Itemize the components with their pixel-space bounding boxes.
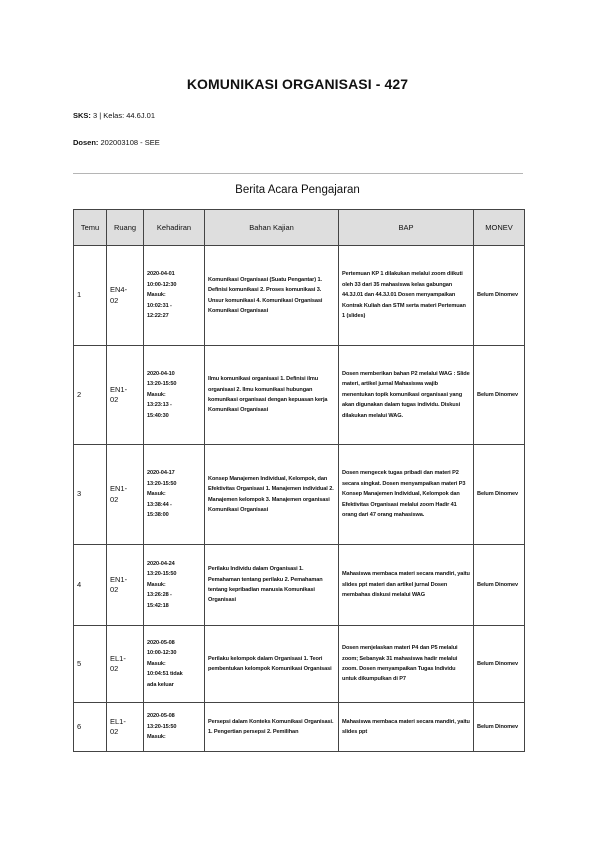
cell-monev: Belum Dinomev bbox=[474, 703, 525, 752]
cell-monev: Belum Dinomev bbox=[474, 626, 525, 703]
cell-bap: Pertemuan KP 1 dilakukan melalui zoom diikuti oleh 33 dari 35 mahasiswa kelas gabungan 44.3J.01 dan 44.3J.01 Dosen menyampaikan Kontrak Kuliah dan STM serta materi Pertemuan 1 (slides) bbox=[339, 246, 474, 346]
dosen-value: 202003108 - SEE bbox=[100, 138, 160, 147]
cell-bap: Dosen mengecek tugas pribadi dan materi P2 secara singkat. Dosen menyampaikan materi P3 Konsep Manajemen Individual, Kelompok dan Efektivitas Organisasi melalui zoom Hadir 41 orang dari 47 orang mahasiswa. bbox=[339, 445, 474, 545]
table-row bbox=[74, 246, 525, 346]
sks-kelas-value: 3 | Kelas: 44.6J.01 bbox=[93, 111, 156, 120]
cell-monev: Belum Dinomev bbox=[474, 346, 525, 445]
cell-bahan-kajian: Persepsi dalam Konteks Komunikasi Organisasi. 1. Pengertian persepsi 2. Pemilihan bbox=[205, 703, 339, 752]
cell-temu: 1 bbox=[74, 246, 107, 346]
dosen-label: Dosen: bbox=[73, 138, 99, 147]
header-ruang: Ruang bbox=[107, 210, 144, 246]
header-temu: Temu bbox=[74, 210, 107, 246]
cell-kehadiran: 2020-05-08 13:20-15:50 Masuk: bbox=[144, 703, 205, 752]
cell-ruang: EL1- 02 bbox=[107, 626, 144, 703]
table-header-row bbox=[74, 210, 525, 246]
cell-kehadiran: 2020-05-08 10:00-12:30 Masuk: 10:04:51 tidak ada keluar bbox=[144, 626, 205, 703]
cell-ruang: EL1- 02 bbox=[107, 703, 144, 752]
cell-bahan-kajian: Perilaku kelompok dalam Organisasi 1. Teori pembentukan kelompok Komunikasi Organisasi bbox=[205, 626, 339, 703]
cell-monev: Belum Dinomev bbox=[474, 545, 525, 626]
header-bahan-kajian: Bahan Kajian bbox=[205, 210, 339, 246]
cell-bahan-kajian: Komunikasi Organisasi (Suatu Pengantar) 1. Definisi komunikasi 2. Proses komunikasi 3. Unsur komunikasi 4. Komunikasi Organisasi Komunikasi Organisasi bbox=[205, 246, 339, 346]
table-row bbox=[74, 626, 525, 703]
sks-kelas-line bbox=[73, 111, 155, 120]
table-row bbox=[74, 346, 525, 445]
cell-ruang: EN1- 02 bbox=[107, 346, 144, 445]
cell-ruang: EN1- 02 bbox=[107, 445, 144, 545]
cell-kehadiran: 2020-04-24 13:20-15:50 Masuk: 13:26:28 - 15:42:18 bbox=[144, 545, 205, 626]
cell-ruang: EN4- 02 bbox=[107, 246, 144, 346]
cell-bahan-kajian: Perilaku Individu dalam Organisasi 1. Pemahaman tentang perilaku 2. Pemahaman tentang kepribadian manusia Komunikasi Organisasi bbox=[205, 545, 339, 626]
page-title: KOMUNIKASI ORGANISASI - 427 bbox=[186, 76, 409, 92]
cell-monev: Belum Dinomev bbox=[474, 445, 525, 545]
cell-temu: 5 bbox=[74, 626, 107, 703]
cell-bap: Mahasiswa membaca materi secara mandiri, yaitu slides ppt bbox=[339, 703, 474, 752]
cell-bahan-kajian: Ilmu komunikasi organisasi 1. Definisi ilmu organisasi 2. Ilmu komunikasi hubungan komunikasi organisasi dengan kepuasan kerja Komunikasi Organisasi bbox=[205, 346, 339, 445]
cell-monev: Belum Dinomev bbox=[474, 246, 525, 346]
table-row bbox=[74, 545, 525, 626]
cell-ruang: EN1- 02 bbox=[107, 545, 144, 626]
table-row bbox=[74, 445, 525, 545]
cell-kehadiran: 2020-04-01 10:00-12:30 Masuk: 10:02:31 - 12:22:27 bbox=[144, 246, 205, 346]
header-bap: BAP bbox=[339, 210, 474, 246]
cell-temu: 2 bbox=[74, 346, 107, 445]
divider bbox=[73, 173, 523, 174]
berita-acara-table bbox=[73, 209, 525, 752]
table-row bbox=[74, 703, 525, 752]
cell-bahan-kajian: Konsep Manajemen Individual, Kelompok, dan Efektivitas Organisasi 1. Manajemen individual 2. Manajemen kelompok 3. Manajemen organisasi Komunikasi Organisasi bbox=[205, 445, 339, 545]
cell-temu: 4 bbox=[74, 545, 107, 626]
cell-kehadiran: 2020-04-17 13:20-15:50 Masuk: 13:38:44 - 15:38:00 bbox=[144, 445, 205, 545]
header-monev: MONEV bbox=[474, 210, 525, 246]
sks-label: SKS: bbox=[73, 111, 91, 120]
cell-kehadiran: 2020-04-10 13:20-15:50 Masuk: 13:23:13 - 15:40:30 bbox=[144, 346, 205, 445]
cell-bap: Mahasiswa membaca materi secara mandiri, yaitu slides ppt materi dan artikel jurnal Dosen membahas diskusi melalui WAG bbox=[339, 545, 474, 626]
cell-bap: Dosen memberikan bahan P2 melalui WAG : Slide materi, artikel jurnal Mahasiswa wajib menentukan topik komunikasi organisasi yang akan digunakan dalam tugas individu. Diskusi dilakukan melalui WAG. bbox=[339, 346, 474, 445]
section-title: Berita Acara Pengajaran bbox=[235, 184, 360, 196]
cell-temu: 3 bbox=[74, 445, 107, 545]
cell-temu: 6 bbox=[74, 703, 107, 752]
dosen-line bbox=[73, 138, 160, 147]
cell-bap: Dosen menjelaskan materi P4 dan P5 melalui zoom; Sebanyak 31 mahasiswa hadir melalui zoom. Dosen menyampaikan Tugas Individu untuk dikumpulkan di P7 bbox=[339, 626, 474, 703]
header-kehadiran: Kehadiran bbox=[144, 210, 205, 246]
